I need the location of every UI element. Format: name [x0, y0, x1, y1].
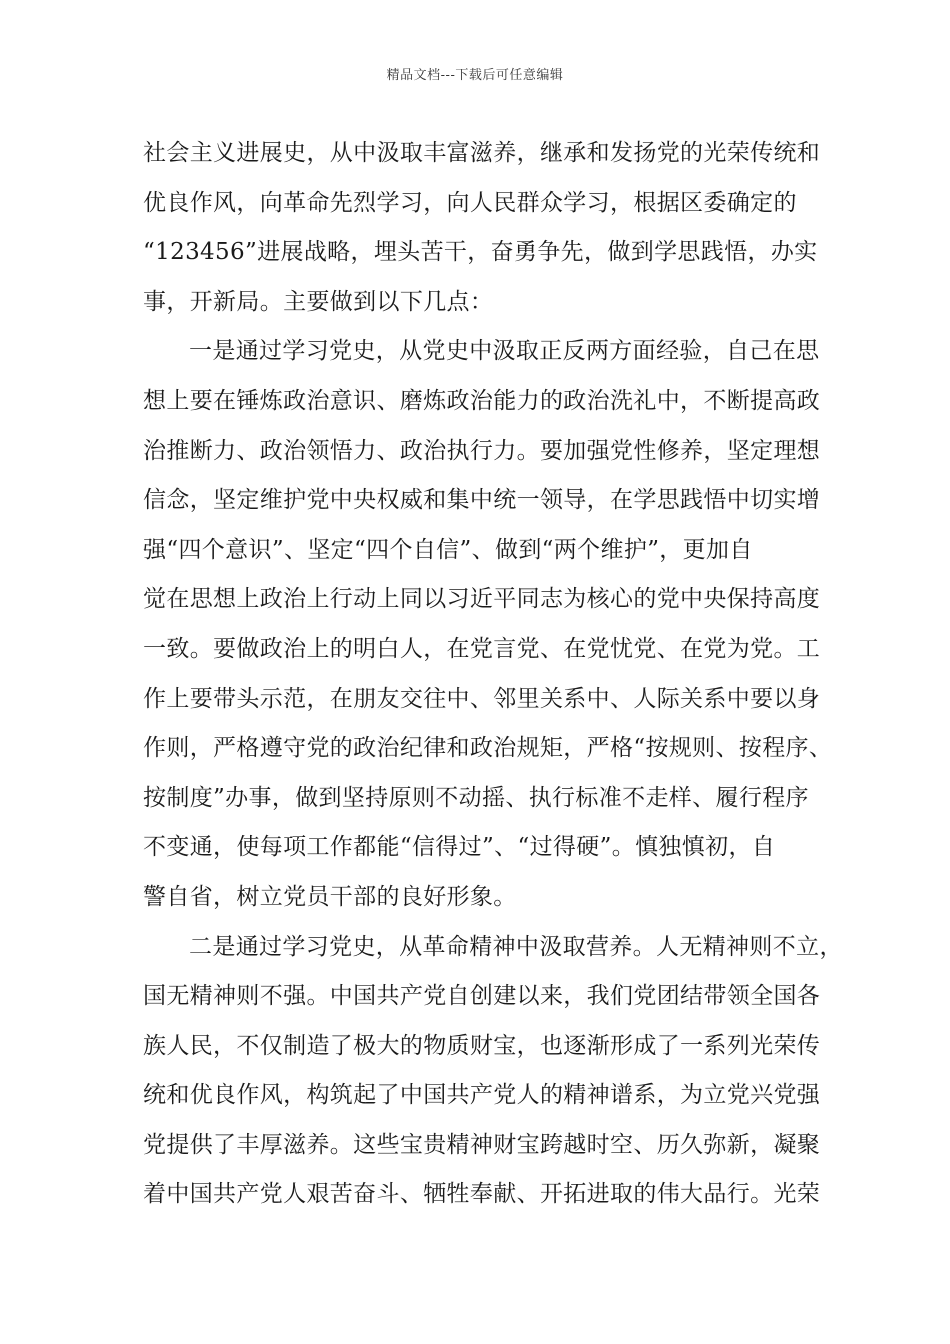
text-line: 优良作风，向革命先烈学习，向人民群众学习，根据区委确定的 [143, 189, 797, 216]
text-line: 不变通，使每项工作都能“信得过”、“过得硬”。慎独慎初，自 [143, 834, 776, 861]
text-line: 按制度”办事，做到坚持原则不动摇、执行标准不走样、履行程序 [143, 784, 809, 811]
text-line: 信念，坚定维护党中央权威和集中统一领导，在学思践悟中切实增 [143, 487, 821, 514]
text-line: 国无精神则不强。中国共产党自创建以来，我们党团结带领全国各 [143, 983, 821, 1010]
text-line: “123456”进展战略，埋头苦干，奋勇争先，做到学思践悟，办实 [143, 239, 818, 266]
text-line: 作则，严格遵守党的政治纪律和政治规矩，严格“按规则、按程序、 [143, 735, 833, 762]
text-line: 想上要在锤炼政治意识、磨炼政治能力的政治洗礼中，不断提高政 [143, 387, 821, 414]
text-line: 族人民，不仅制造了极大的物质财宝，也逐渐形成了一系列光荣传 [143, 1032, 821, 1059]
text-line: 强“四个意识”、坚定“四个自信”、做到“两个维护”，更加自 [143, 536, 753, 563]
text-line: 作上要带头示范，在朋友交往中、邻里关系中、人际关系中要以身 [143, 685, 821, 712]
text-line: 一致。要做政治上的明白人，在党言党、在党忧党、在党为党。工 [143, 635, 821, 662]
paragraph-first-line: 二是通过学习党史，从革命精神中汲取营养。人无精神则不立， [189, 933, 843, 960]
paragraph-first-line: 一是通过学习党史，从党史中汲取正反两方面经验，自己在思 [189, 338, 820, 365]
text-line: 社会主义进展史，从中汲取丰富滋养，继承和发扬党的光荣传统和 [143, 140, 821, 166]
text-line: 党提供了丰厚滋养。这些宝贵精神财宝跨越时空、历久弥新，凝聚 [143, 1131, 821, 1158]
text-line: 统和优良作风，构筑起了中国共产党人的精神谱系，为立党兴党强 [143, 1082, 821, 1109]
page-header: 精品文档---下载后可任意编辑 [386, 68, 564, 83]
text-line: 警自省，树立党员干部的良好形象。 [143, 883, 517, 910]
text-line: 治推断力、政治领悟力、政治执行力。要加强党性修养，坚定理想 [143, 437, 821, 464]
text-line: 觉在思想上政治上行动上同以习近平同志为核心的党中央保持高度 [143, 586, 821, 613]
text-line: 事，开新局。主要做到以下几点： [143, 288, 494, 315]
document-body [143, 129, 843, 1220]
text-line: 着中国共产党人艰苦奋斗、牺牲奉献、开拓进取的伟大品行。光荣 [143, 1181, 821, 1208]
